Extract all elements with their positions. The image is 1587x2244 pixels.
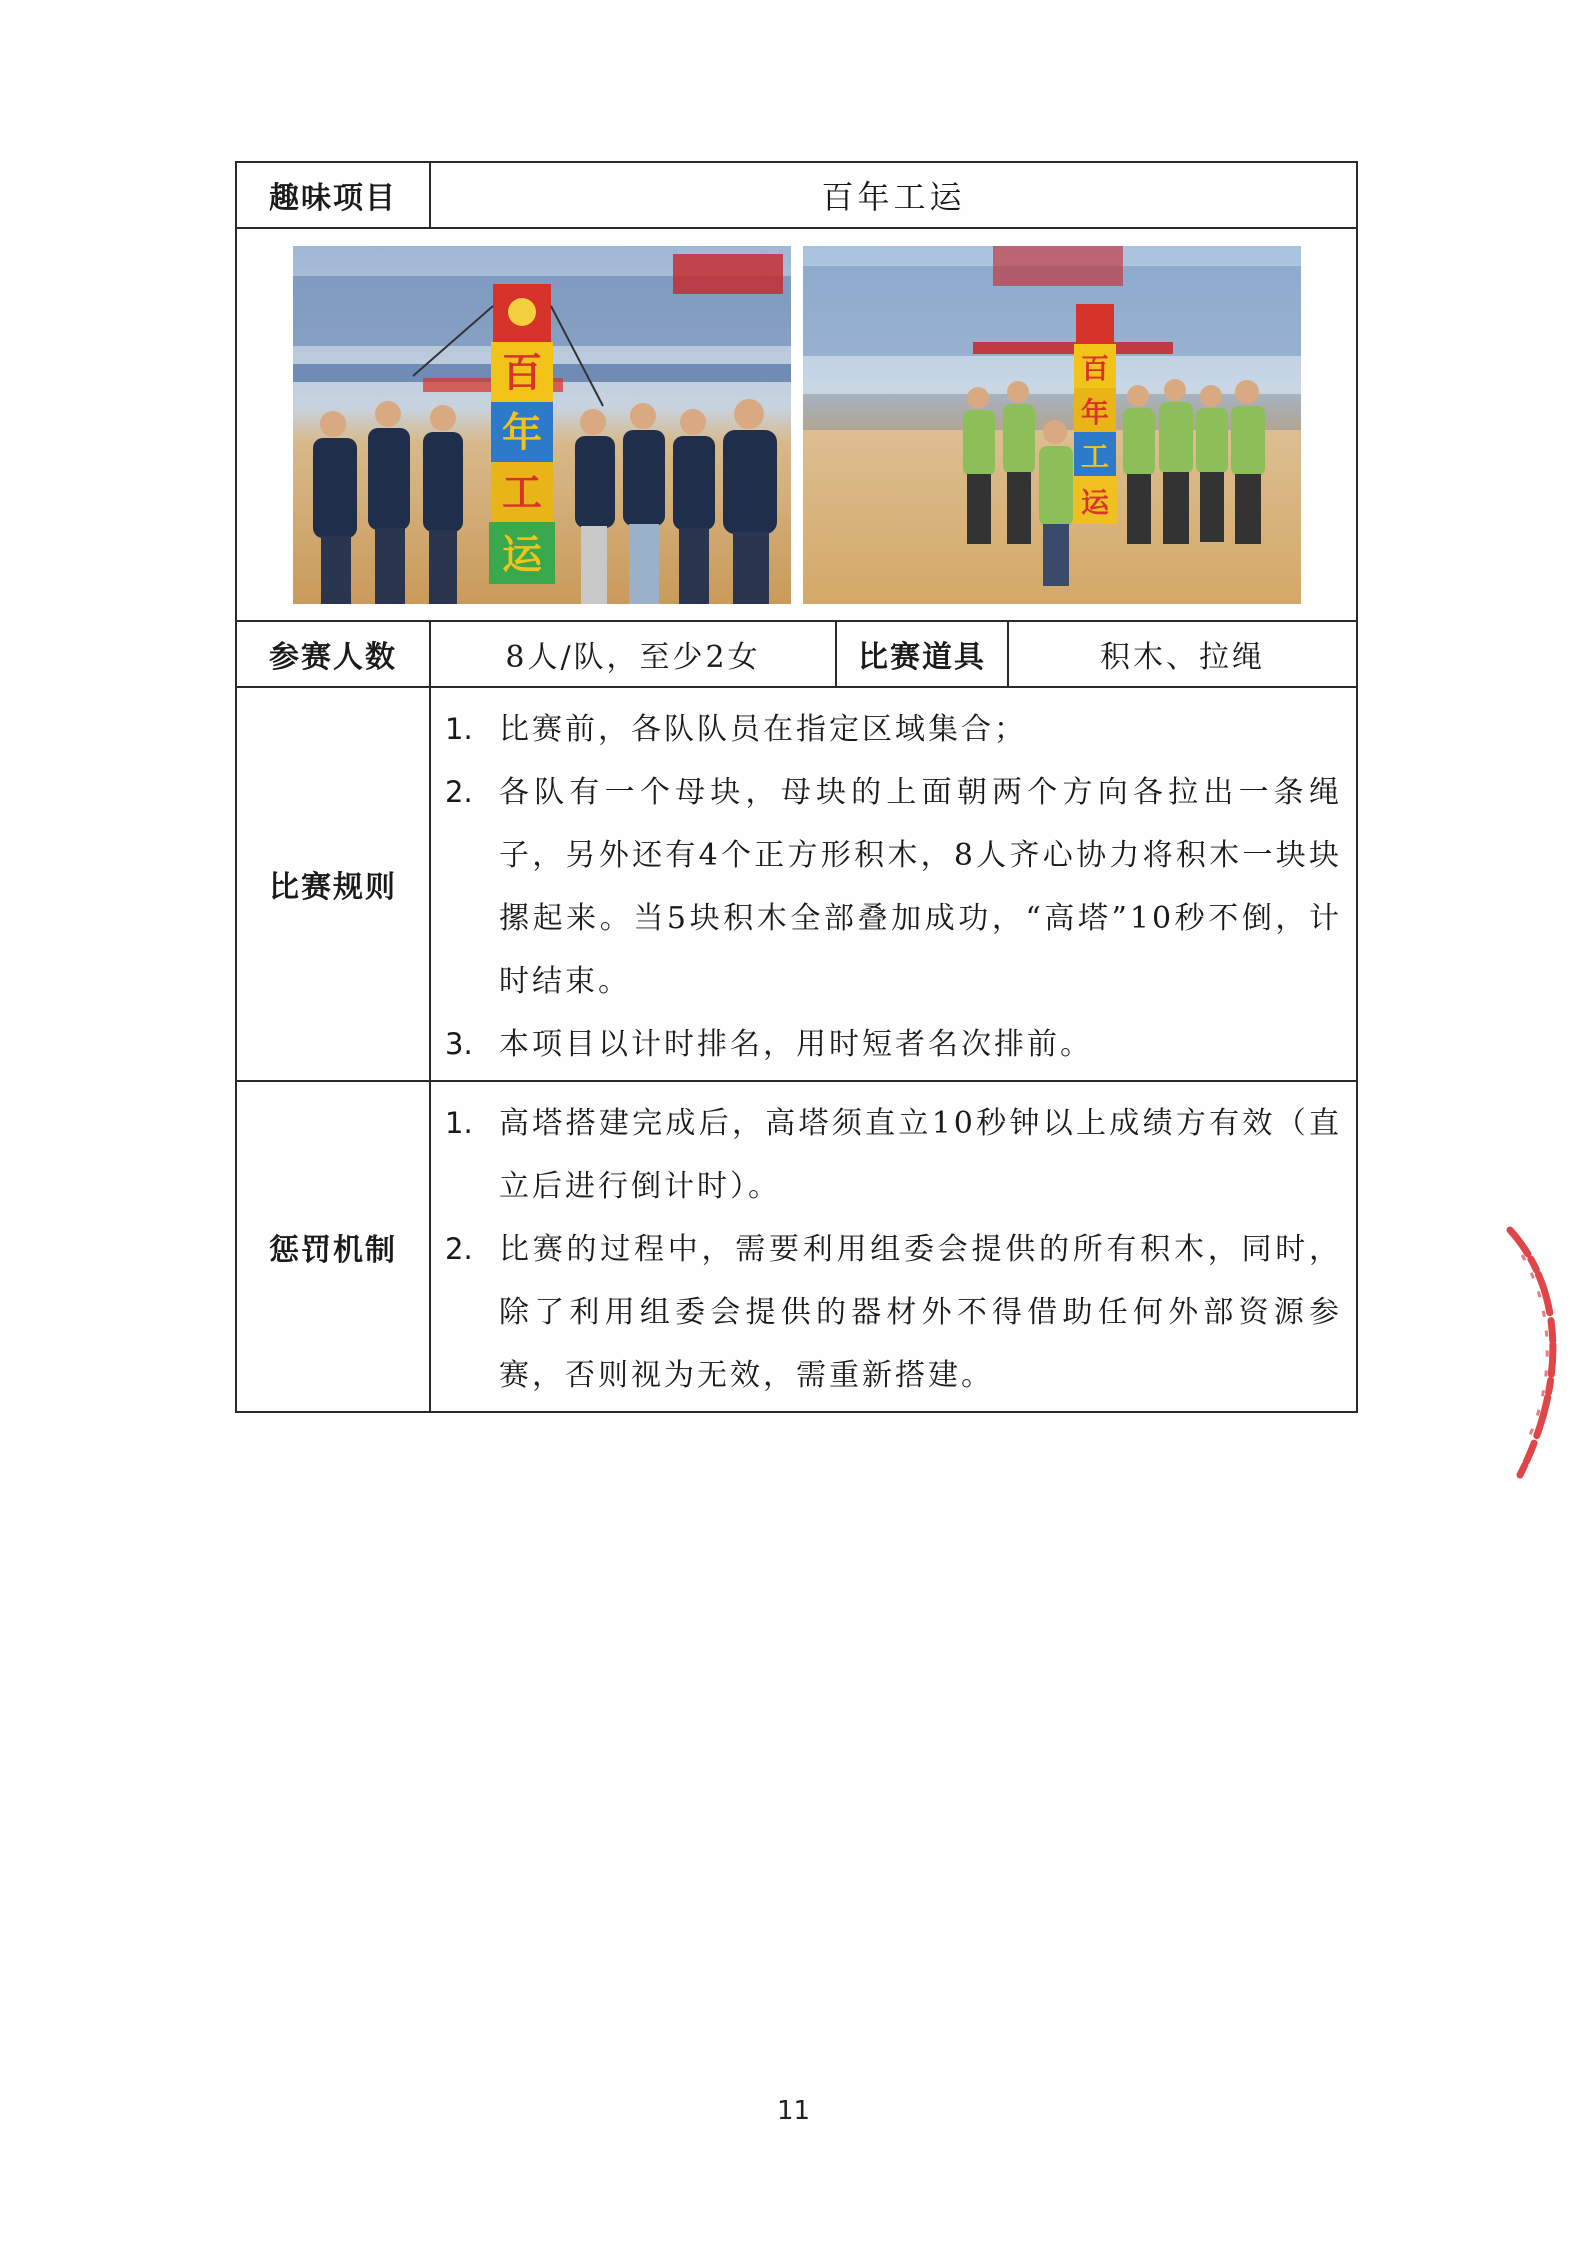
participants-label: 参赛人数 xyxy=(236,621,430,687)
list-item xyxy=(445,761,1342,1013)
list-item xyxy=(445,698,1342,761)
tower-blocks xyxy=(489,284,555,584)
list-item-text: 本项目以计时排名，用时短者名次排前。 xyxy=(499,1027,1093,1062)
tower-char: 工 xyxy=(501,469,542,516)
list-item-text: 比赛前，各队队员在指定区域集合； xyxy=(499,712,1027,747)
tower-char: 百 xyxy=(501,349,542,396)
tower-char: 运 xyxy=(1080,485,1109,519)
event-photo-team-green xyxy=(803,246,1301,604)
project-label: 趣味项目 xyxy=(236,162,430,228)
list-item-number: 2. xyxy=(445,775,473,809)
red-seal-edge xyxy=(1490,1225,1580,1489)
equipment-label: 比赛道具 xyxy=(836,621,1008,687)
list-item xyxy=(445,1218,1342,1407)
project-name: 百年工运 xyxy=(430,162,1357,228)
participants-value: 8人/队，至少2女 xyxy=(430,621,836,687)
event-info-table xyxy=(235,161,1358,1413)
page-number: 11 xyxy=(776,2096,811,2126)
list-item-text: 各队有一个母块，母块的上面朝两个方向各拉出一条绳子，另外还有4个正方形积木，8人齐心协力将积木一块块摞起来。当5块积木全部叠加成功，“高塔”10秒不倒，计时结束。 xyxy=(499,775,1342,999)
list-item-number: 1. xyxy=(445,712,473,746)
penalty-label: 惩罚机制 xyxy=(236,1081,430,1412)
rules-cell xyxy=(430,687,1357,1081)
penalty-cell xyxy=(430,1081,1357,1412)
list-item-number: 1. xyxy=(445,1106,473,1140)
tower-char: 运 xyxy=(501,531,542,578)
tower-blocks xyxy=(1072,304,1118,524)
penalty-list xyxy=(431,1082,1356,1411)
photo-cell xyxy=(236,228,1357,621)
rules-label: 比赛规则 xyxy=(236,687,430,1081)
list-item-text: 比赛的过程中，需要利用组委会提供的所有积木，同时，除了利用组委会提供的器材外不得借助任何外部资源参赛，否则视为无效，需重新搭建。 xyxy=(499,1232,1342,1393)
tower-char: 年 xyxy=(1080,395,1109,429)
equipment-value: 积木、拉绳 xyxy=(1008,621,1357,687)
list-item xyxy=(445,1092,1342,1218)
list-item-text: 高塔搭建完成后，高塔须直立10秒钟以上成绩方有效（直立后进行倒计时）。 xyxy=(499,1106,1342,1204)
list-item xyxy=(445,1013,1342,1076)
tower-char: 百 xyxy=(1080,351,1109,385)
event-photo-team-navy xyxy=(293,246,791,604)
rules-list xyxy=(431,688,1356,1080)
tower-char: 年 xyxy=(501,409,542,456)
list-item-number: 2. xyxy=(445,1232,473,1266)
tower-char: 工 xyxy=(1080,439,1109,473)
list-item-number: 3. xyxy=(445,1027,473,1061)
